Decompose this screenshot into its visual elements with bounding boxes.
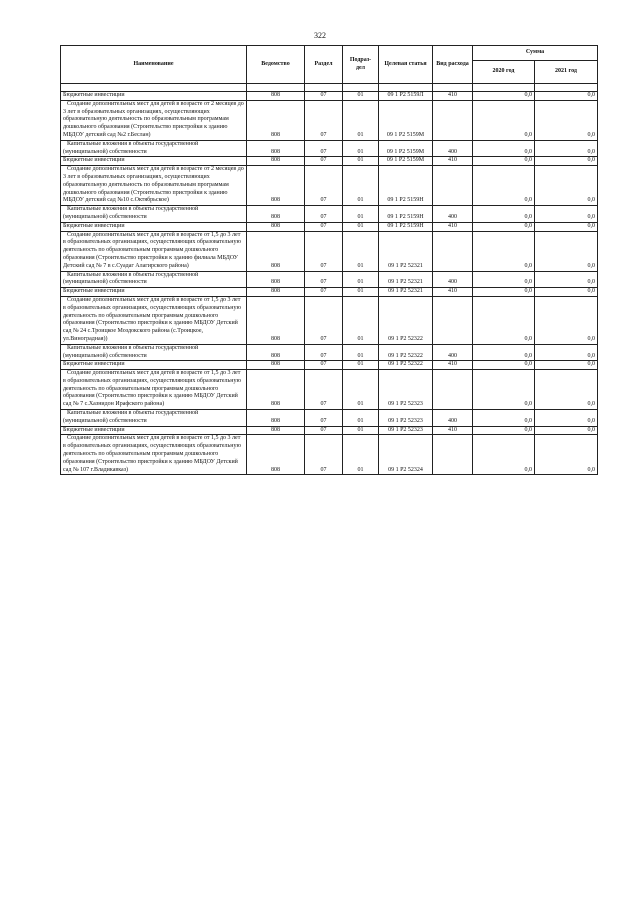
cell-2020: 0,0: [473, 166, 535, 206]
cell-exp-type: 400: [433, 410, 473, 427]
cell-section: 07: [305, 296, 343, 344]
cell-subsection: 01: [343, 435, 379, 475]
cell-2021: 0,0: [535, 92, 598, 101]
cell-dept: 808: [247, 166, 305, 206]
cell-subsection: 01: [343, 410, 379, 427]
cell-exp-type: [433, 100, 473, 140]
cell-exp-type: [433, 231, 473, 271]
cell-subsection: 01: [343, 166, 379, 206]
cell-2020: 0,0: [473, 370, 535, 410]
table-row: [61, 426, 598, 435]
cell-target: 09 1 P2 52321: [379, 288, 433, 297]
cell-exp-type: [433, 370, 473, 410]
cell-dept: 808: [247, 370, 305, 410]
cell-2021: 0,0: [535, 410, 598, 427]
cell-2020: 0,0: [473, 92, 535, 101]
table-header: [61, 46, 598, 92]
cell-2021: 0,0: [535, 370, 598, 410]
table-row: [61, 296, 598, 344]
cell-2020: 0,0: [473, 206, 535, 223]
cell-target: 09 1 P2 52322: [379, 296, 433, 344]
cell-dept: 808: [247, 410, 305, 427]
cell-name: Бюджетные инвестиции: [61, 361, 247, 370]
cell-dept: 808: [247, 435, 305, 475]
header-name: Наименование: [61, 46, 247, 84]
cell-2020: 0,0: [473, 100, 535, 140]
cell-subsection: 01: [343, 231, 379, 271]
cell-name: Создание дополнительных мест для детей в возрасте от 2 месяцев до 3 лет в образовательных организациях, осуществляющих образовательную деятельность по образовательным программам дошкольного образования (Строительство пристройки к зданию МБДОУ детский сад №2 г.Беслан): [61, 100, 247, 140]
table-row: [61, 157, 598, 166]
cell-subsection: 01: [343, 361, 379, 370]
header-year-2020: 2020 год: [473, 61, 535, 84]
table-row: [61, 370, 598, 410]
cell-2021: 0,0: [535, 157, 598, 166]
cell-section: 07: [305, 361, 343, 370]
cell-subsection: 01: [343, 271, 379, 288]
cell-target: 09 1 P2 52324: [379, 435, 433, 475]
table-row: [61, 361, 598, 370]
cell-section: 07: [305, 100, 343, 140]
header-section: Раздел: [305, 46, 343, 84]
cell-subsection: 01: [343, 206, 379, 223]
table-row: [61, 222, 598, 231]
cell-2021: 0,0: [535, 288, 598, 297]
cell-2021: 0,0: [535, 344, 598, 361]
cell-dept: 808: [247, 271, 305, 288]
cell-section: 07: [305, 410, 343, 427]
cell-dept: 808: [247, 344, 305, 361]
cell-dept: 808: [247, 296, 305, 344]
cell-name: Бюджетные инвестиции: [61, 157, 247, 166]
cell-section: 07: [305, 166, 343, 206]
cell-section: 07: [305, 231, 343, 271]
cell-exp-type: 410: [433, 361, 473, 370]
table-row: [61, 344, 598, 361]
cell-exp-type: 410: [433, 426, 473, 435]
cell-dept: 808: [247, 157, 305, 166]
cell-subsection: 01: [343, 157, 379, 166]
cell-dept: 808: [247, 288, 305, 297]
cell-subsection: 01: [343, 426, 379, 435]
cell-target: 09 1 P2 52321: [379, 271, 433, 288]
cell-subsection: 01: [343, 222, 379, 231]
cell-section: 07: [305, 271, 343, 288]
cell-dept: 808: [247, 140, 305, 157]
cell-name: Создание дополнительных мест для детей в возрасте от 2 месяцев до 3 лет в образовательных организациях, осуществляющих образовательную деятельность по образовательным программам дошкольного образования (Строительство пристройки к зданию МБДОУ детский сад №10 с.Октябрьское): [61, 166, 247, 206]
cell-2020: 0,0: [473, 288, 535, 297]
cell-exp-type: [433, 296, 473, 344]
cell-exp-type: 400: [433, 140, 473, 157]
cell-exp-type: 410: [433, 222, 473, 231]
cell-dept: 808: [247, 361, 305, 370]
cell-exp-type: 410: [433, 157, 473, 166]
cell-exp-type: 410: [433, 288, 473, 297]
table-row: [61, 100, 598, 140]
cell-dept: 808: [247, 206, 305, 223]
cell-name: Создание дополнительных мест для детей в возрасте от 1,5 до 3 лет в образовательных организациях, осуществляющих образовательную деятельность по образовательным программам дошкольного образования (Строительство пристройки к зданию МБДОУ Детский сад № 107 г.Владикавказ): [61, 435, 247, 475]
cell-target: 09 1 P2 5159Л: [379, 92, 433, 101]
cell-2020: 0,0: [473, 231, 535, 271]
cell-exp-type: 400: [433, 206, 473, 223]
table-row: [61, 288, 598, 297]
table-row: [61, 140, 598, 157]
cell-exp-type: 410: [433, 92, 473, 101]
cell-name: Создание дополнительных мест для детей в возрасте от 1,5 до 3 лет в образовательных организациях, осуществляющих образовательную деятельность по образовательным программам дошкольного образования (Строительство пристройки к зданию филиала МБДОУ Детский сад № 7 в с.Суадаг Алагирского района): [61, 231, 247, 271]
cell-dept: 808: [247, 231, 305, 271]
cell-subsection: 01: [343, 92, 379, 101]
cell-2020: 0,0: [473, 271, 535, 288]
page-number: 322: [314, 31, 326, 40]
cell-2021: 0,0: [535, 222, 598, 231]
table-row: [61, 271, 598, 288]
cell-exp-type: [433, 435, 473, 475]
cell-section: 07: [305, 288, 343, 297]
table-row: [61, 206, 598, 223]
cell-target: 09 1 P2 52323: [379, 426, 433, 435]
cell-2020: 0,0: [473, 296, 535, 344]
cell-name: Бюджетные инвестиции: [61, 288, 247, 297]
header-dept: Ведомство: [247, 46, 305, 84]
cell-target: 09 1 P2 5159М: [379, 157, 433, 166]
cell-subsection: 01: [343, 140, 379, 157]
cell-section: 07: [305, 344, 343, 361]
table-row: [61, 92, 598, 101]
cell-name: Капитальные вложения в объекты государственной (муниципальной) собственности: [61, 140, 247, 157]
cell-name: Создание дополнительных мест для детей в возрасте от 1,5 до 3 лет в образовательных организациях, осуществляющих образовательную деятельность по образовательным программам дошкольного образования (Строительство пристройки к зданию МБДОУ Детский сад № 7 с.Хазнидон Ирафского района): [61, 370, 247, 410]
cell-target: 09 1 P2 52323: [379, 410, 433, 427]
cell-dept: 808: [247, 92, 305, 101]
cell-subsection: 01: [343, 370, 379, 410]
cell-section: 07: [305, 140, 343, 157]
cell-2021: 0,0: [535, 100, 598, 140]
cell-2020: 0,0: [473, 435, 535, 475]
cell-exp-type: [433, 166, 473, 206]
cell-target: 09 1 P2 5159Н: [379, 222, 433, 231]
cell-name: Капитальные вложения в объекты государственной (муниципальной) собственности: [61, 206, 247, 223]
cell-section: 07: [305, 157, 343, 166]
table-row: [61, 435, 598, 475]
cell-target: 09 1 P2 5159Н: [379, 166, 433, 206]
cell-target: 09 1 P2 52321: [379, 231, 433, 271]
cell-2021: 0,0: [535, 426, 598, 435]
table-row: [61, 166, 598, 206]
cell-dept: 808: [247, 100, 305, 140]
cell-2020: 0,0: [473, 426, 535, 435]
cell-2020: 0,0: [473, 222, 535, 231]
cell-section: 07: [305, 435, 343, 475]
cell-exp-type: 400: [433, 271, 473, 288]
cell-name: Капитальные вложения в объекты государственной (муниципальной) собственности: [61, 410, 247, 427]
cell-2021: 0,0: [535, 296, 598, 344]
header-year-2021: 2021 год: [535, 61, 598, 84]
header-exp-type: Вид расхода: [433, 46, 473, 84]
cell-dept: 808: [247, 426, 305, 435]
table-body: [61, 92, 598, 475]
table-row: [61, 410, 598, 427]
cell-subsection: 01: [343, 296, 379, 344]
cell-section: 07: [305, 222, 343, 231]
cell-2020: 0,0: [473, 344, 535, 361]
cell-2021: 0,0: [535, 206, 598, 223]
cell-target: 09 1 P2 5159М: [379, 100, 433, 140]
header-subsection: Подраз- дел: [343, 46, 379, 84]
cell-target: 09 1 P2 5159М: [379, 140, 433, 157]
cell-2021: 0,0: [535, 140, 598, 157]
cell-2021: 0,0: [535, 435, 598, 475]
cell-2021: 0,0: [535, 166, 598, 206]
cell-exp-type: 400: [433, 344, 473, 361]
header-sum: Сумма: [473, 46, 598, 61]
cell-2020: 0,0: [473, 410, 535, 427]
cell-2021: 0,0: [535, 231, 598, 271]
cell-subsection: 01: [343, 288, 379, 297]
cell-target: 09 1 P2 52322: [379, 361, 433, 370]
cell-name: Бюджетные инвестиции: [61, 426, 247, 435]
cell-section: 07: [305, 92, 343, 101]
cell-target: 09 1 P2 52323: [379, 370, 433, 410]
cell-name: Бюджетные инвестиции: [61, 92, 247, 101]
cell-2020: 0,0: [473, 140, 535, 157]
cell-section: 07: [305, 426, 343, 435]
cell-name: Капитальные вложения в объекты государственной (муниципальной) собственности: [61, 344, 247, 361]
cell-2021: 0,0: [535, 361, 598, 370]
cell-2020: 0,0: [473, 157, 535, 166]
cell-target: 09 1 P2 52322: [379, 344, 433, 361]
cell-dept: 808: [247, 222, 305, 231]
header-target: Целевая статья: [379, 46, 433, 84]
table-row: [61, 231, 598, 271]
cell-subsection: 01: [343, 100, 379, 140]
cell-name: Создание дополнительных мест для детей в возрасте от 1,5 до 3 лет в образовательных организациях, осуществляющих образовательную деятельность по образовательным программам дошкольного образования (Строительство пристройки к зданию МБДОУ Детский сад № 24 с.Троицкое Моздокского района (с.Троицкое, ул.Виноградная)): [61, 296, 247, 344]
cell-section: 07: [305, 370, 343, 410]
cell-subsection: 01: [343, 344, 379, 361]
budget-table: [60, 45, 598, 475]
cell-section: 07: [305, 206, 343, 223]
cell-2021: 0,0: [535, 271, 598, 288]
cell-2020: 0,0: [473, 361, 535, 370]
cell-target: 09 1 P2 5159Н: [379, 206, 433, 223]
cell-name: Капитальные вложения в объекты государственной (муниципальной) собственности: [61, 271, 247, 288]
cell-name: Бюджетные инвестиции: [61, 222, 247, 231]
